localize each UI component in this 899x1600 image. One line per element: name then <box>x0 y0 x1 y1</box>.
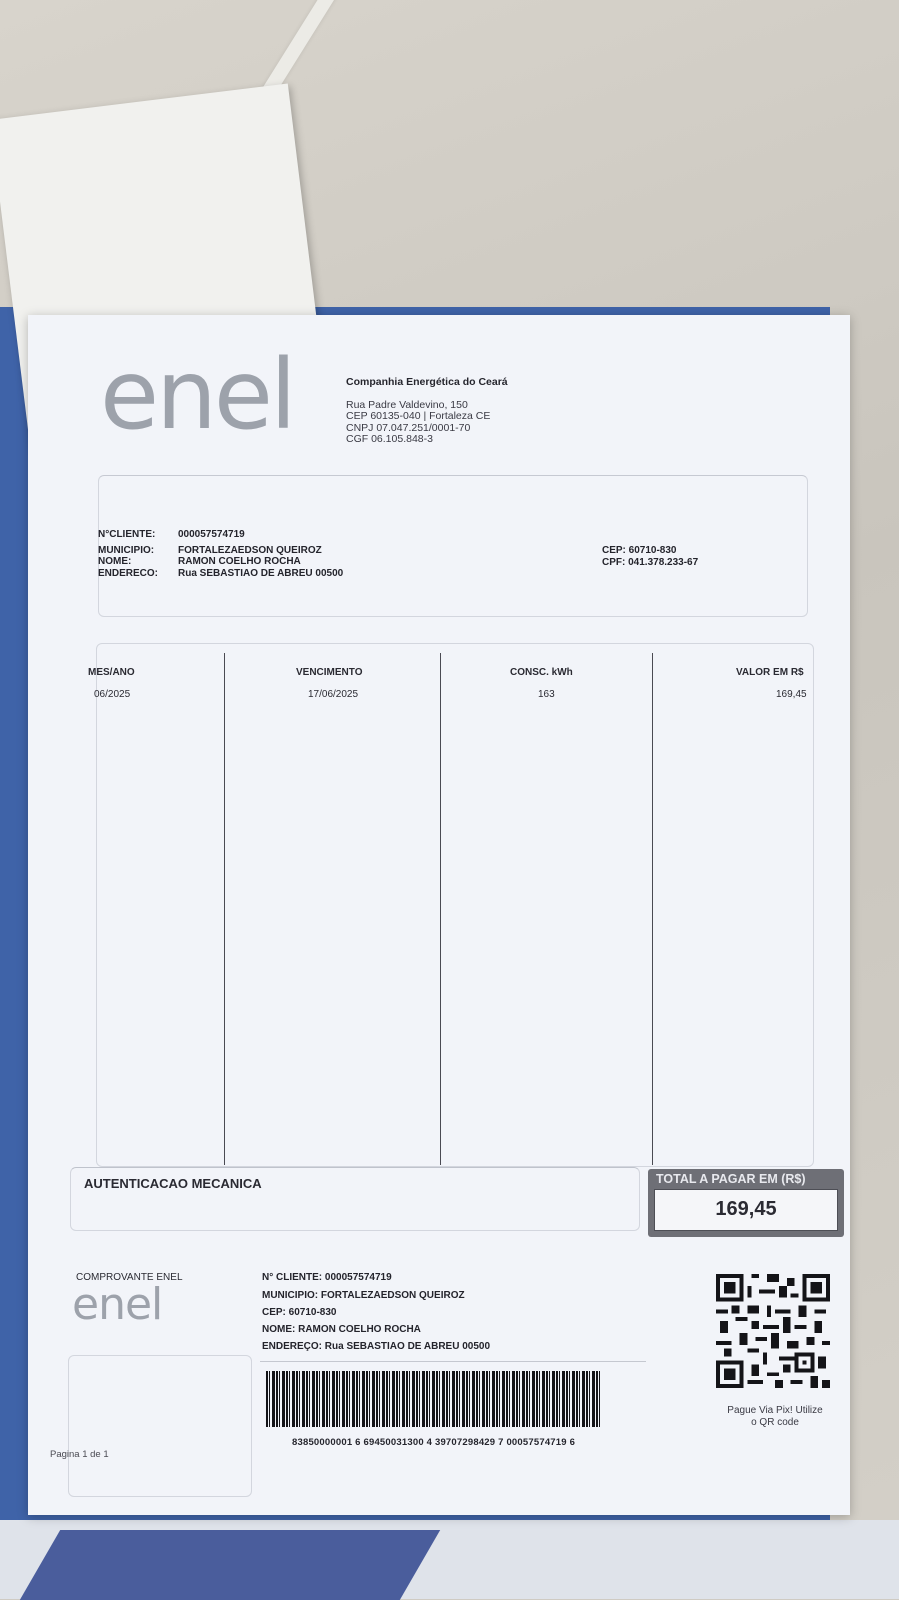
client-cep: CEP: 60710-830 <box>602 545 677 556</box>
stub-cep: CEP: 60710-830 <box>262 1307 337 1318</box>
municipio-label: MUNICIPIO: <box>98 545 155 556</box>
barcode-number: 83850000001 6 69450031300 4 39707298429 7 00057574719 6 <box>292 1437 576 1448</box>
folder-bottom <box>0 1520 899 1599</box>
company-info <box>346 377 508 446</box>
endereco-label: ENDERECO: <box>98 568 159 579</box>
total-field <box>654 1189 838 1231</box>
energy-bill <box>28 315 850 1515</box>
cell-valor: 169,45 <box>776 689 807 700</box>
nome-value: RAMON COELHO ROCHA <box>178 556 301 567</box>
column-divider <box>224 653 225 1165</box>
client-number-label: N°CLIENTE: <box>98 529 156 540</box>
pix-instructions <box>718 1405 832 1429</box>
client-cpf: CPF: 041.378.233-67 <box>602 557 699 568</box>
company-cnpj: CNPJ 07.047.251/0001-70 <box>346 421 471 434</box>
stub-endereco: ENDEREÇO: Rua SEBASTIAO DE ABREU 00500 <box>262 1341 491 1352</box>
endereco-row <box>98 568 343 580</box>
cell-mes-ano: 06/2025 <box>94 689 131 700</box>
cell-consumo: 163 <box>538 689 555 700</box>
total-box <box>648 1169 844 1237</box>
comprovante-label: COMPROVANTE ENEL <box>76 1272 183 1283</box>
client-number-row <box>98 529 245 541</box>
autenticacao-label: AUTENTICACAO MECANICA <box>84 1176 262 1191</box>
stub-nome: NOME: RAMON COELHO ROCHA <box>262 1324 421 1335</box>
total-value: 169,45 <box>715 1198 777 1220</box>
column-divider <box>652 653 653 1165</box>
stub-divider <box>260 1361 646 1362</box>
stub-cliente: N° CLIENTE: 000057574719 <box>262 1272 392 1283</box>
header-vencimento: VENCIMENTO <box>296 667 363 678</box>
endereco-value: Rua SEBASTIAO DE ABREU 00500 <box>178 568 344 579</box>
nome-label: NOME: <box>98 556 132 567</box>
company-cep: CEP 60135-040 | Fortaleza CE <box>346 410 491 422</box>
enel-logo-small: enel <box>72 1279 163 1330</box>
bill-table <box>96 643 814 1167</box>
pix-line-1: Pague Via Pix! Utilize <box>727 1405 823 1416</box>
nome-row <box>98 556 301 568</box>
stub-municipio: MUNICIPIO: FORTALEZAEDSON QUEIROZ <box>262 1290 465 1301</box>
barcode <box>266 1371 602 1427</box>
cell-vencimento: 17/06/2025 <box>308 689 359 700</box>
total-label: TOTAL A PAGAR EM (R$) <box>656 1172 806 1186</box>
company-cgf: CGF 06.105.848-3 <box>346 433 433 445</box>
pix-qr-code[interactable] <box>716 1273 830 1389</box>
stub-box <box>68 1355 252 1497</box>
header-valor: VALOR EM R$ <box>736 667 804 678</box>
column-divider <box>440 653 441 1165</box>
page-number: Pagina 1 de 1 <box>50 1449 109 1460</box>
header-mes-ano: MES/ANO <box>88 667 135 678</box>
header-consumo: CONSC. kWh <box>510 667 573 678</box>
company-name: Companhia Energética do Ceará <box>346 376 508 388</box>
pix-line-2: o QR code <box>751 1417 799 1428</box>
municipio-value: FORTALEZAEDSON QUEIROZ <box>178 545 322 556</box>
enel-logo: enel <box>100 339 294 451</box>
client-number-value: 000057574719 <box>178 529 245 540</box>
company-address: Rua Padre Valdevino, 150 <box>346 398 468 411</box>
